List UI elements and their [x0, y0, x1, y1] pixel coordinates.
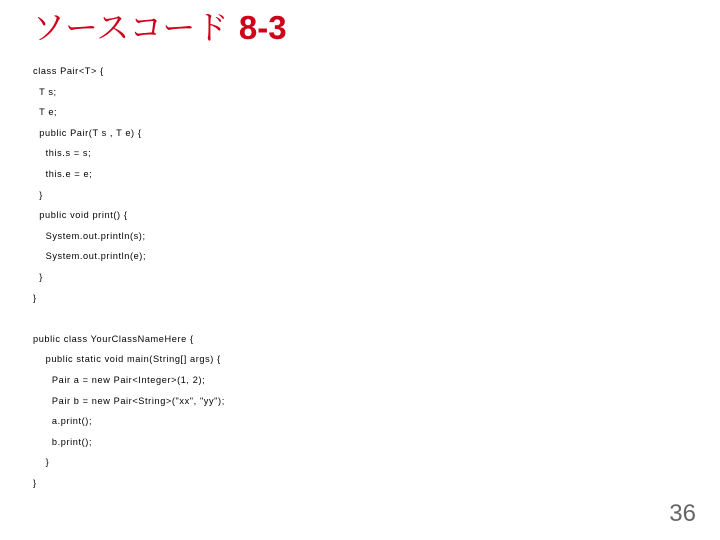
code-line: } — [33, 457, 50, 467]
code-line: public static void main(String[] args) { — [33, 354, 221, 364]
code-line: this.s = s; — [33, 148, 92, 158]
code-line: } — [33, 293, 37, 303]
code-line: Pair a = new Pair<Integer>(1, 2); — [33, 375, 206, 385]
code-line: Pair b = new Pair<String>("xx", "yy"); — [33, 396, 225, 406]
slide-title-number: 8-3 — [238, 9, 287, 46]
code-line: public class YourClassNameHere { — [33, 334, 194, 344]
code-line: a.print(); — [33, 416, 93, 426]
code-line: public Pair(T s , T e) { — [33, 128, 142, 138]
code-line: T s; — [33, 87, 57, 97]
code-line: } — [33, 478, 37, 488]
code-line: this.e = e; — [33, 169, 93, 179]
code-line: b.print(); — [33, 437, 93, 447]
page-number: 36 — [669, 500, 696, 527]
code-line: public void print() { — [33, 210, 128, 220]
slide-title — [32, 8, 287, 48]
code-line: class Pair<T> { — [33, 66, 104, 76]
code-line: System.out.println(s); — [33, 231, 146, 241]
code-line: } — [33, 190, 43, 200]
code-line: } — [33, 272, 43, 282]
code-line: System.out.println(e); — [33, 251, 147, 261]
code-line: T e; — [33, 107, 58, 117]
slide-title-text: ソースコード — [32, 8, 229, 47]
